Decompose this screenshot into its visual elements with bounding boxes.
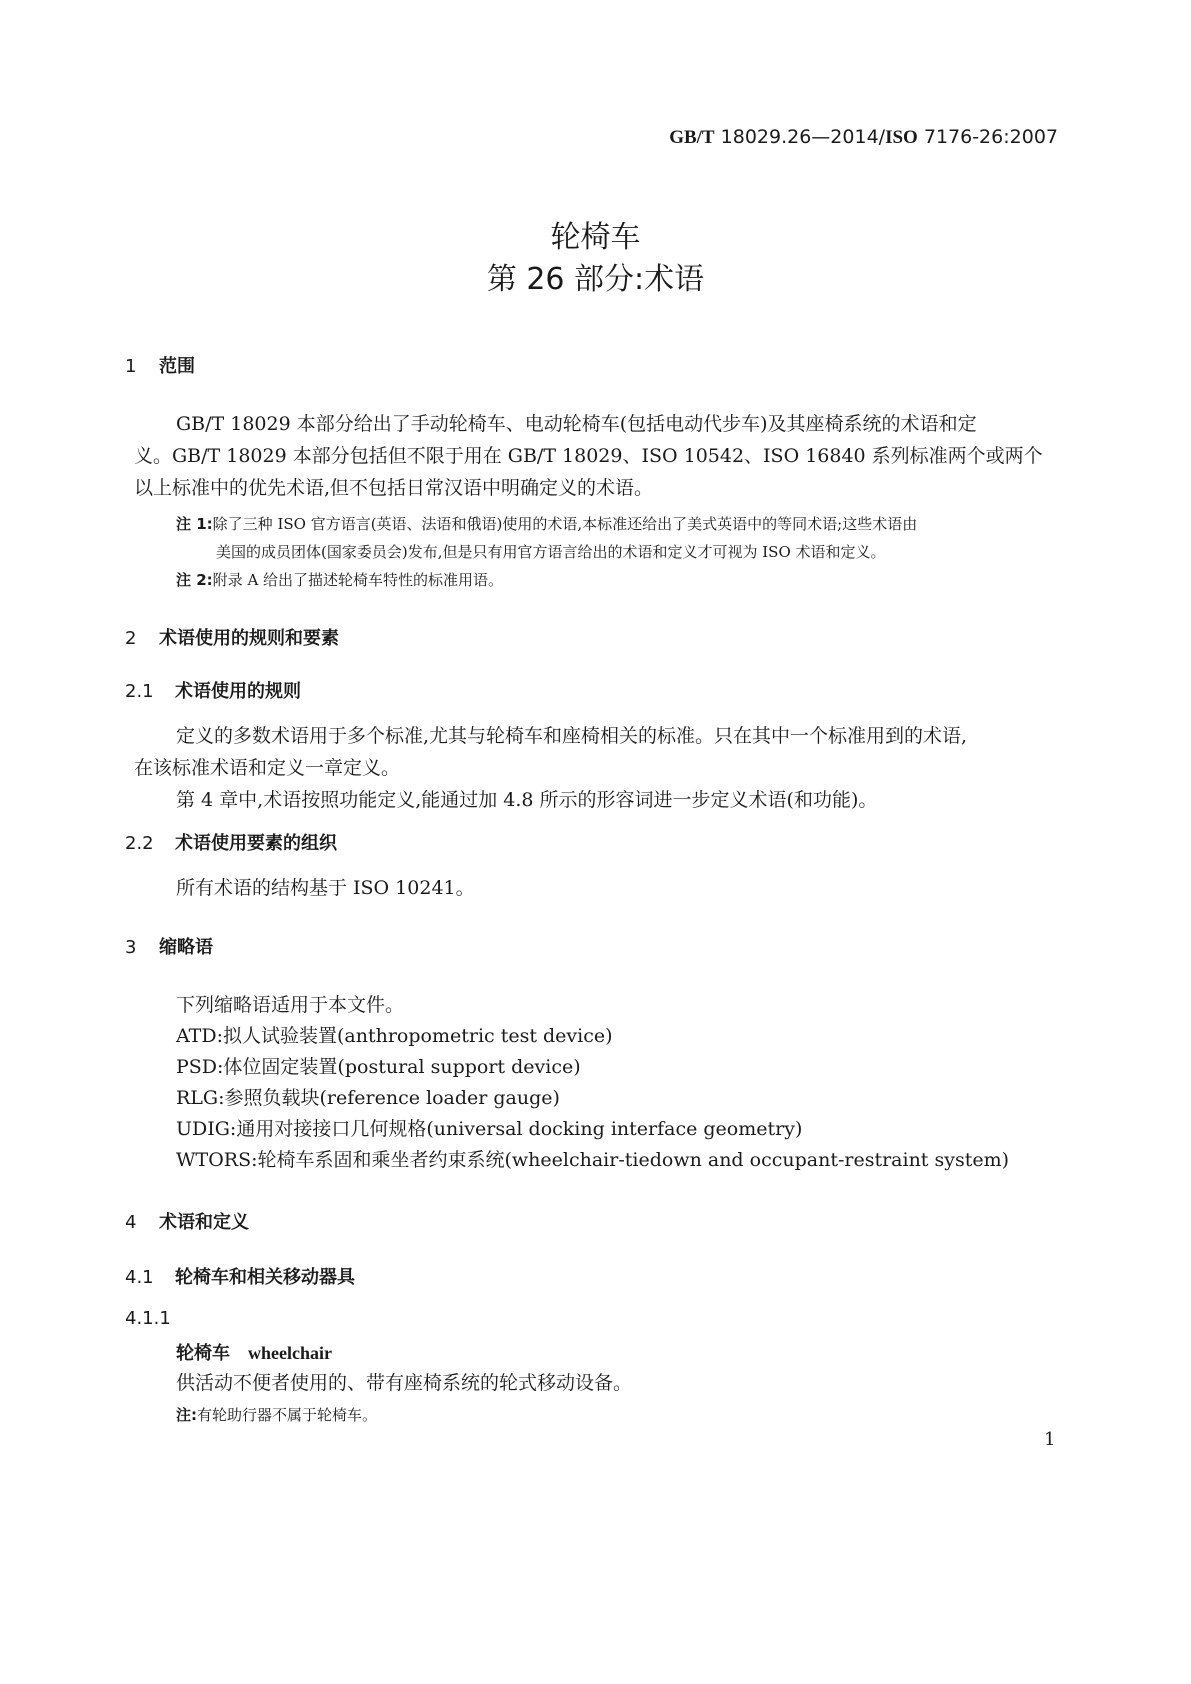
section-4-heading: 4 术语和定义 <box>125 1212 249 1233</box>
s21-para2: 第 4 章中,术语按照功能定义,能通过加 4.8 所示的形容词进一步定义术语(和功能)。 <box>176 789 878 811</box>
document-subtitle: 第 26 部分:术语 <box>486 262 705 297</box>
page-number: 1 <box>1044 1429 1056 1450</box>
abbreviation-item: UDIG:通用对接接口几何规格(universal docking interface geometry) <box>176 1118 803 1140</box>
section-4-1-heading: 4.1 轮椅车和相关移动器具 <box>125 1267 355 1288</box>
section-1-heading: 1 范围 <box>125 356 195 377</box>
section-3-heading: 3 缩略语 <box>125 937 213 958</box>
s1-note-1: 注 1:除了三种 ISO 官方语言(英语、法语和俄语)使用的术语,本标准还给出了美式英语中的等同术语;这些术语由 <box>176 515 918 533</box>
s22-para: 所有术语的结构基于 ISO 10241。 <box>176 877 475 899</box>
entry-note: 注:有轮助行器不属于轮椅车。 <box>176 1406 378 1424</box>
s21-para1-line2: 在该标准术语和定义一章定义。 <box>134 757 401 779</box>
s1-para-line3: 以上标准中的优先术语,但不包括日常汉语中明确定义的术语。 <box>134 477 654 499</box>
s21-para1-line1: 定义的多数术语用于多个标准,尤其与轮椅车和座椅相关的标准。只在其中一个标准用到的术语, <box>176 725 968 747</box>
standard-code: GB/T 18029.26—2014/ISO 7176-26:2007 <box>669 126 1058 148</box>
document-title: 轮椅车 <box>550 220 641 255</box>
s1-para-line1: GB/T 18029 本部分给出了手动轮椅车、电动轮椅车(包括电动代步车)及其座椅系统的术语和定 <box>176 413 977 435</box>
abbreviation-item: RLG:参照负载块(reference loader gauge) <box>176 1087 560 1109</box>
section-2-1-heading: 2.1 术语使用的规则 <box>125 681 301 702</box>
s3-intro: 下列缩略语适用于本文件。 <box>176 994 405 1016</box>
entry-definition: 供活动不便者使用的、带有座椅系统的轮式移动设备。 <box>176 1372 633 1394</box>
abbreviation-item: WTORS:轮椅车系固和乘坐者约束系统(wheelchair-tiedown and occupant-restraint system) <box>176 1149 1010 1171</box>
section-2-2-heading: 2.2 术语使用要素的组织 <box>125 833 337 854</box>
s1-para-line2: 义。GB/T 18029 本部分包括但不限于用在 GB/T 18029、ISO 10542、ISO 16840 系列标准两个或两个 <box>134 445 1043 467</box>
abbreviation-item: ATD:拟人试验装置(anthropometric test device) <box>176 1025 613 1047</box>
s1-note-1-cont: 美国的成员团体(国家委员会)发布,但是只有用官方语言给出的术语和定义才可视为 ISO 术语和定义。 <box>216 543 886 561</box>
entry-term: 轮椅车 wheelchair <box>176 1343 332 1364</box>
section-2-heading: 2 术语使用的规则和要素 <box>125 628 339 649</box>
entry-number: 4.1.1 <box>125 1308 171 1329</box>
abbreviation-item: PSD:体位固定装置(postural support device) <box>176 1056 581 1078</box>
s1-note-2: 注 2:附录 A 给出了描述轮椅车特性的标准用语。 <box>176 571 504 589</box>
